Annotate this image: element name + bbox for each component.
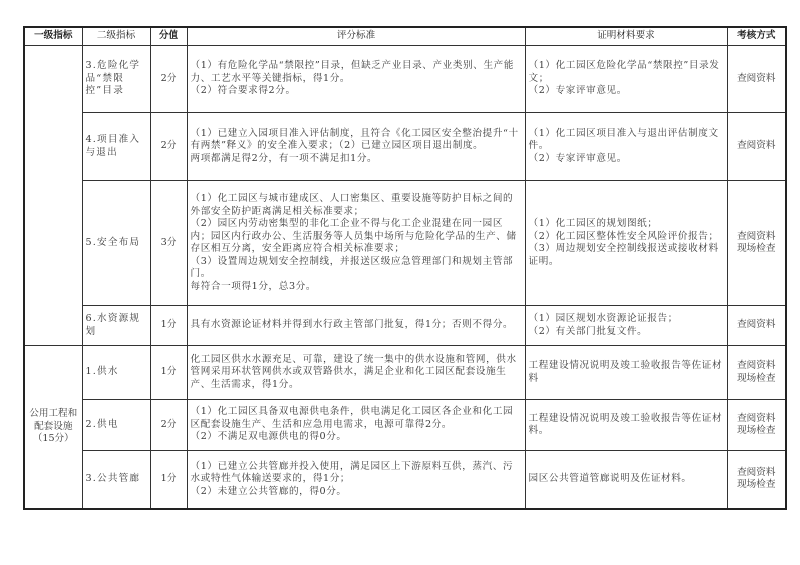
evidence-cell [525,346,727,400]
level2-cell: 4.项目准入与退出 [82,113,150,181]
score-cell: 3分 [150,181,187,306]
evidence-cell [525,113,727,181]
level2-cell: 5.安全布局 [82,181,150,306]
method-cell [727,346,786,400]
criteria-line: 两项都满足得2分，有一项不满足扣1分。 [190,152,378,164]
method-line: 查阅资料 [737,412,776,424]
criteria-cell [187,400,525,451]
header-method: 考核方式 [727,27,786,46]
criteria-cell [187,306,525,346]
table-row [24,451,786,509]
score-cell: 1分 [150,451,187,509]
method-line: 现场检查 [737,425,776,436]
method-cell [727,306,786,346]
table-row [24,113,786,181]
evidence-cell [525,400,727,451]
evidence-line: （3）周边规划安全控制线报送或接收材料证明。 [528,243,719,267]
score-cell: 1分 [150,346,187,400]
level2-cell: 3.公共管廊 [82,451,150,509]
score-cell: 2分 [150,46,187,113]
method-cell [727,451,786,509]
evidence-line: （1）化工园区危险化学品“禁限控”目录发文； [528,60,720,84]
evidence-cell [525,306,727,346]
table-row [24,46,786,113]
criteria-cell [187,451,525,509]
method-line: 现场检查 [737,372,776,384]
criteria-line: （1）有危险化学品“禁限控”目录，但缺乏产业目录、产业类别、生产能力、工艺水平等关键指标，得1分。 [190,60,515,84]
criteria-line: （1）已建立入园项目准入评估制度，且符合《化工园区安全整治提升“十有两禁”释义》的安全准入要求；（2）已建立园区项目退出制度。 [190,127,519,152]
method-cell [727,113,786,181]
score-cell: 2分 [150,113,187,181]
evidence-line: （2）有关部门批复文件。 [528,325,648,337]
method-cell [727,46,786,113]
criteria-line: （1）化工园区具备双电源供电条件，供电满足化工园区各企业和化工园区配套设施生产、生活和应急用电需求，电源可靠得2分。 [190,406,514,430]
level2-cell: 1.供水 [82,346,150,400]
method-cell [727,400,786,451]
criteria-line: （1）化工园区与城市建成区、人口密集区、重要设施等防护目标之间的外部安全防护距离满足相关标准要求； [190,193,514,217]
table-row [24,181,786,306]
method-line: 查阅资料 [737,140,776,152]
evidence-line: （1）化工园区项目准入与退出评估制度文件。 [528,127,719,152]
header-level1: 一级指标 [24,27,82,46]
level2-cell: 3.危险化学品“禁限控”目录 [82,46,150,113]
criteria-line: 化工园区供水水源充足、可靠，建设了统一集中的供水设施和管网，供水管网采用环状管网供水或双管路供水，满足企业和化工园区配套设施生产、生活需求，得1分。 [190,353,517,390]
criteria-line: 具有水资源论证材料并得到水行政主管部门批复，得1分；否则不得分。 [190,319,514,331]
header-score: 分值 [150,27,187,46]
criteria-line: 每符合一项得1分，总3分。 [190,280,317,292]
evidence-line: （1）园区规划水资源论证报告； [528,313,678,324]
criteria-line: （2）符合要求得2分。 [190,85,296,97]
evidence-line: 园区公共管道管廊说明及佐证材料。 [528,473,692,484]
method-line: 查阅资料 [737,72,776,84]
criteria-line: （3）设置周边规划安全控制线，并报送区级应急管理部门和规划主管部门。 [190,255,514,279]
header-level2: 二级指标 [82,27,150,46]
score-cell: 2分 [150,400,187,451]
criteria-line: （2）不满足双电源供电的得0分。 [190,431,347,443]
method-line: 现场检查 [737,479,776,491]
table-row [24,346,786,400]
criteria-cell [187,46,525,113]
method-line: 现场检查 [737,243,776,254]
method-line: 查阅资料 [737,466,776,478]
level1-cell: 公用工程和配套设施（15分） [24,346,82,509]
header-criteria: 评分标准 [187,27,525,46]
score-cell: 1分 [150,306,187,346]
level2-cell: 6.水资源规划 [82,306,150,346]
table-row [24,306,786,346]
evidence-line: （2）专家评审意见。 [528,152,627,164]
evidence-line: （2）化工园区整体性安全风险评价报告； [528,230,719,242]
criteria-line: （2）园区内劳动密集型的非化工企业不得与化工企业混建在同一园区内；园区内行政办公、生活服务等人员集中场所与危险化学品的生产、储存区相互分离，安全距离应符合相关标准要求； [190,218,517,254]
evidence-line: （1）化工园区的规划图纸； [528,218,658,229]
table-header-row [24,27,786,46]
criteria-cell [187,346,525,400]
criteria-line: （2）未建立公共管廊的，得0分。 [190,485,347,497]
method-cell [727,181,786,306]
header-evidence: 证明材料要求 [525,27,727,46]
criteria-cell [187,113,525,181]
evidence-line: 工程建设情况说明及竣工验收报告等佐证材料 [528,360,723,384]
evidence-cell [525,181,727,306]
evidence-cell [525,46,727,113]
table-row [24,400,786,451]
level1-cell [24,46,82,346]
criteria-cell [187,181,525,306]
criteria-line: （1）已建立公共管廊并投入使用，满足园区上下游原料互供，蒸汽、污水或特性气体输送要求的，得1分； [190,460,514,484]
evidence-line: （2）专家评审意见。 [528,85,627,97]
evidence-cell [525,451,727,509]
method-line: 查阅资料 [737,319,776,331]
method-line: 查阅资料 [737,230,776,242]
scoring-table [23,26,787,510]
level2-cell: 2.供电 [82,400,150,451]
evidence-line: 工程建设情况说明及竣工验收报告等佐证材料。 [528,412,723,436]
method-line: 查阅资料 [737,360,776,371]
